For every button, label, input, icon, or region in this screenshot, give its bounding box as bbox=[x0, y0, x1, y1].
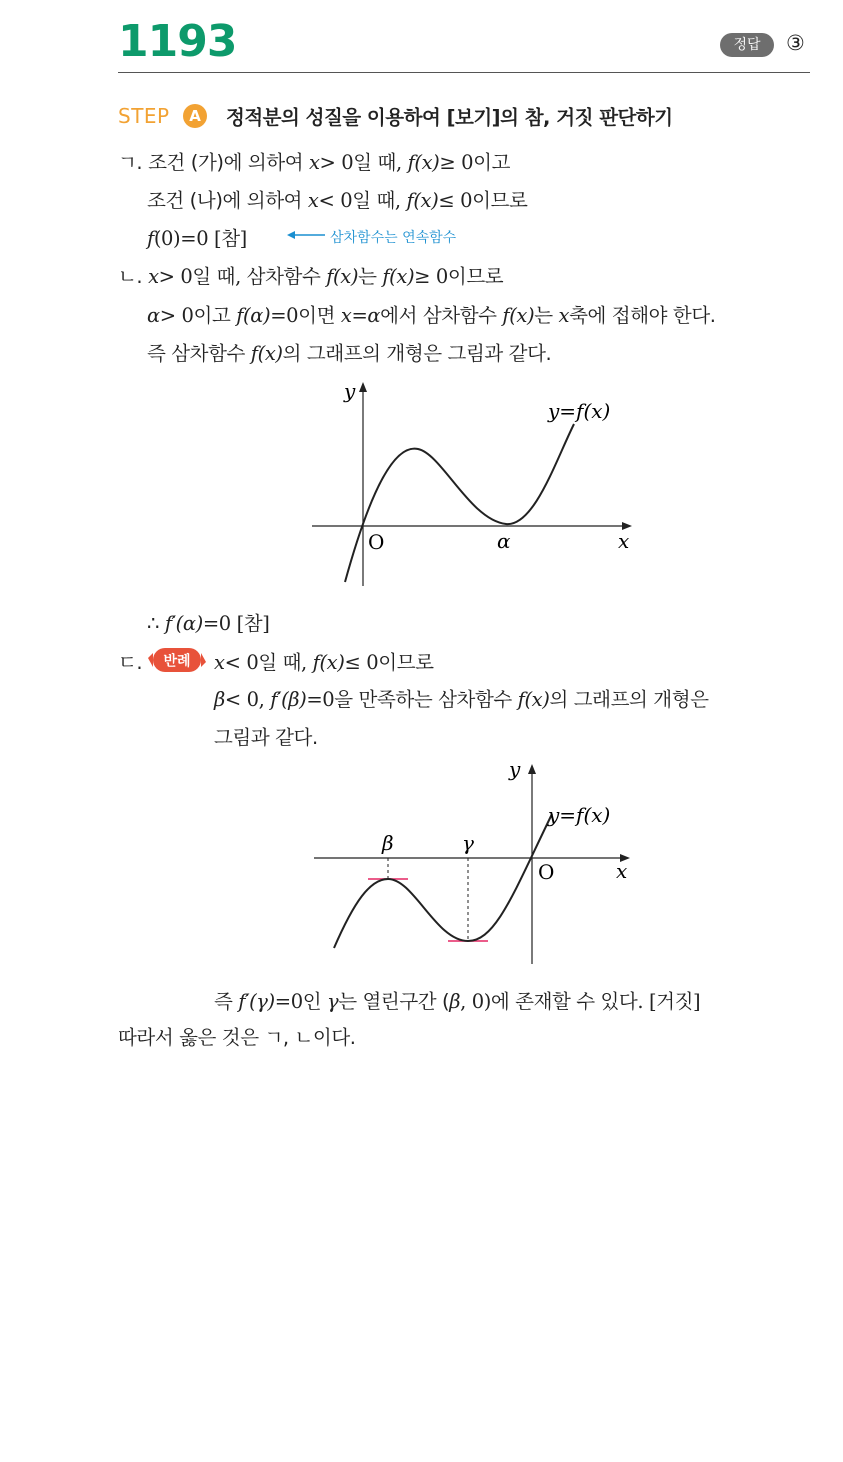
cubic-curve bbox=[334, 814, 555, 948]
item-da-marker: ㄷ. bbox=[118, 651, 143, 674]
y-axis-arrow-icon bbox=[359, 382, 367, 392]
origin-label: O bbox=[368, 530, 385, 554]
item-da-line3: 그림과 같다. bbox=[214, 726, 318, 749]
graph-2 bbox=[300, 752, 660, 970]
item-ga-line2: 조건 (나)에 의하여 x< 0일 때, f(x)≤ 0이므로 bbox=[147, 189, 528, 212]
x-axis-label: x bbox=[618, 529, 630, 553]
item-da-conclusion: 즉 f′(γ)=0인 γ는 열린구간 (β, 0)에 존재할 수 있다. [거짓] bbox=[214, 990, 701, 1013]
counterexample-label: 반례 bbox=[163, 653, 191, 670]
item-ga-line3: f(0)=0 [참] bbox=[147, 227, 247, 250]
final-answer: 따라서 옳은 것은 ㄱ, ㄴ이다. bbox=[118, 1026, 356, 1049]
x-axis-label: x bbox=[616, 859, 628, 883]
step-title: 정적분의 성질을 이용하여 [보기]의 참, 거짓 판단하기 bbox=[226, 106, 673, 129]
curve-label: y=f(x) bbox=[548, 803, 611, 827]
item-na-line2: α> 0이고 f(α)=0이면 x=α에서 삼차함수 f(x)는 x축에 접해야 한다. bbox=[147, 304, 716, 327]
alpha-label: α bbox=[497, 529, 511, 553]
note-arrow-icon bbox=[287, 228, 327, 242]
item-na-conclusion: ∴ f′(α)=0 [참] bbox=[147, 612, 270, 635]
curve-label: y=f(x) bbox=[548, 399, 611, 423]
beta-label: β bbox=[382, 831, 394, 855]
y-axis-label: y bbox=[344, 379, 356, 403]
item-da-line1: x< 0일 때, f(x)≤ 0이므로 bbox=[214, 651, 434, 674]
item-ga-line1: ㄱ. 조건 (가)에 의하여 x> 0일 때, f(x)≥ 0이고 bbox=[118, 151, 511, 174]
header-divider bbox=[118, 72, 810, 73]
answer-value: ③ bbox=[786, 31, 805, 55]
problem-number: 1193 bbox=[118, 16, 237, 67]
item-na-line3: 즉 삼차함수 f(x)의 그래프의 개형은 그림과 같다. bbox=[147, 342, 552, 365]
gamma-label: γ bbox=[462, 831, 474, 855]
item-da-line2: β< 0, f′(β)=0을 만족하는 삼차함수 f(x)의 그래프의 개형은 bbox=[214, 688, 709, 711]
continuity-note: 삼차함수는 연속함수 bbox=[330, 230, 457, 246]
counterexample-badge bbox=[147, 647, 207, 673]
y-axis-arrow-icon bbox=[528, 764, 536, 774]
y-axis-label: y bbox=[509, 757, 521, 781]
item-marker: ㄱ. bbox=[118, 151, 143, 174]
step-badge: A bbox=[183, 104, 207, 128]
item-marker: ㄴ. bbox=[118, 265, 143, 288]
cubic-curve bbox=[345, 424, 574, 582]
step-label: STEP bbox=[118, 104, 170, 128]
origin-label: O bbox=[538, 860, 555, 884]
graph-1 bbox=[300, 372, 660, 594]
answer-badge: 정답 bbox=[720, 33, 774, 57]
item-na-line1: ㄴ. x> 0일 때, 삼차함수 f(x)는 f(x)≥ 0이므로 bbox=[118, 265, 504, 288]
